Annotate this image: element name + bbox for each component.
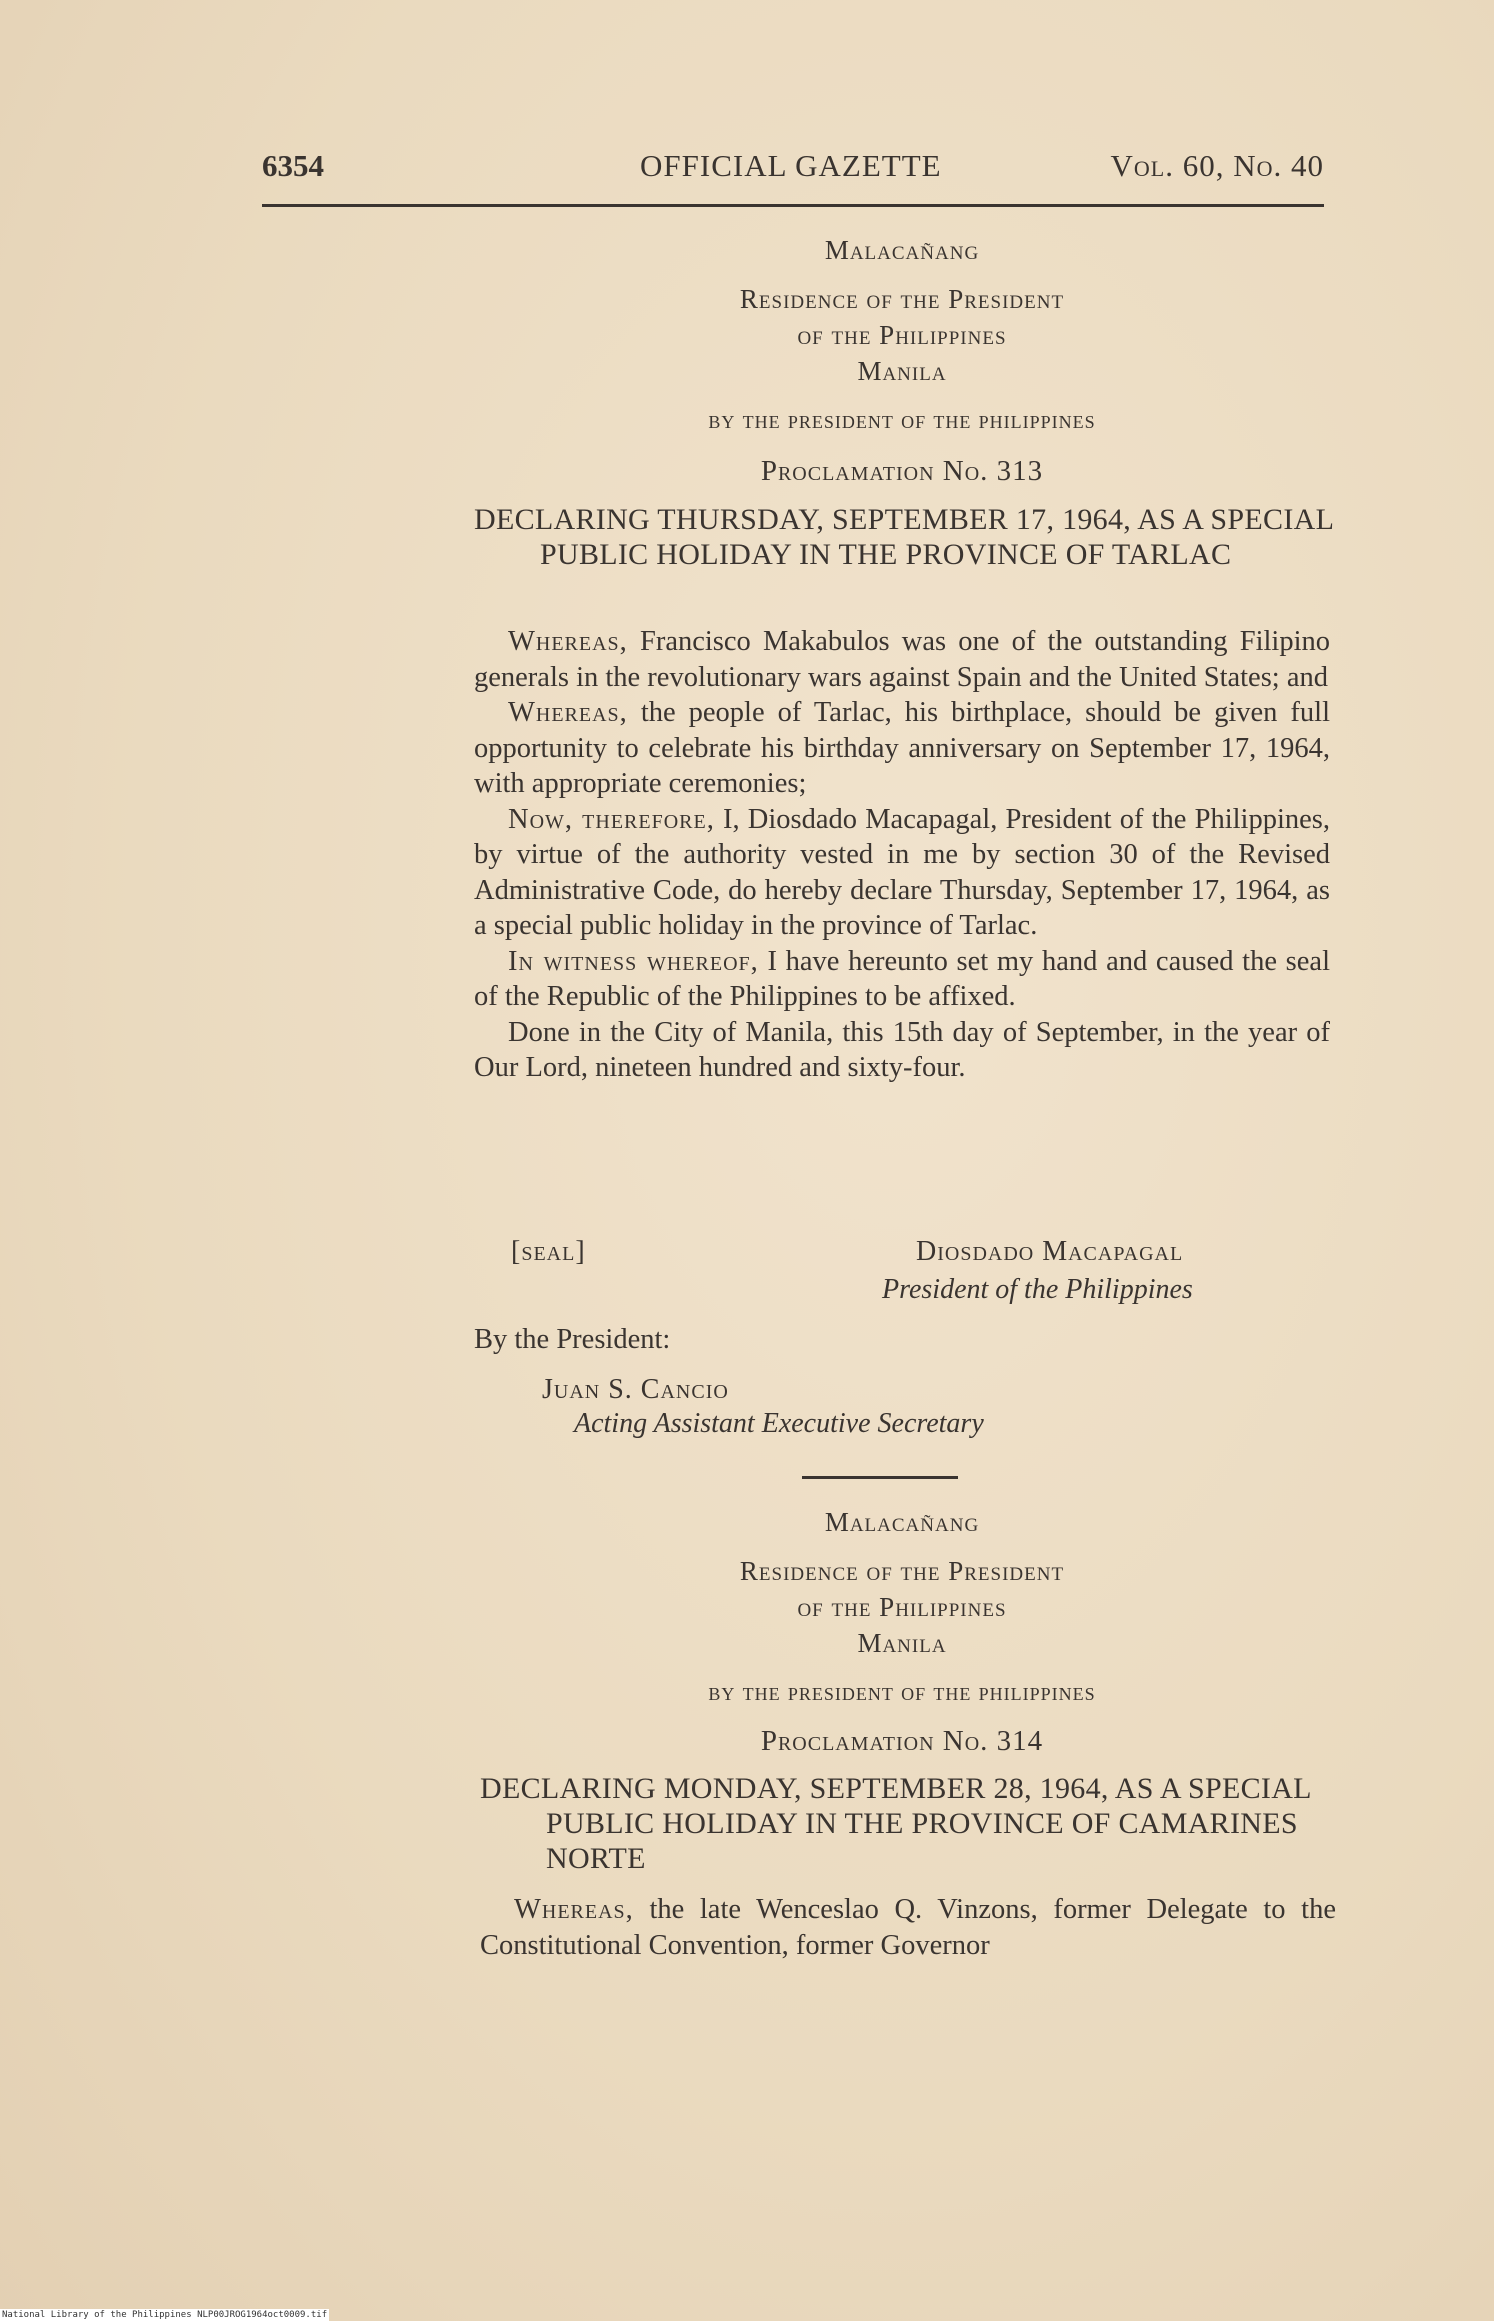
- by-president: By the President:: [474, 1324, 671, 1355]
- signatory-title: President of the Philippines: [882, 1274, 1193, 1305]
- signatory-name: Diosdado Macapagal: [916, 1236, 1184, 1267]
- proc1-para5: Done in the City of Manila, this 15th day of September, in the year of Our Lord, nineteen hundred and sixty-four.: [474, 1016, 1330, 1083]
- proc1-city: Manila: [857, 356, 947, 386]
- proc1-residence-line1: Residence of the President: [739, 284, 1065, 314]
- para-text: the people of Tarlac, his birthplace, should be given full opportunity to celebrate his birthday anniversary on September 17, 1964, with appropriate ceremonies;: [474, 697, 1330, 799]
- proc1-para4: [474, 944, 1330, 1015]
- therefore-lead: Now, therefore,: [508, 803, 715, 835]
- whereas-lead: Whereas,: [514, 1894, 634, 1925]
- scan-footer: National Library of the Philippines NLP00JROG1964oct0009.tif: [2, 2310, 328, 2320]
- section-divider: [802, 1476, 958, 1479]
- proc1-signature-block: [474, 1236, 1330, 1316]
- para-text: I have hereunto set my hand and caused the seal of the Republic of the Philippines to be affixed.: [474, 945, 1330, 1012]
- whereas-lead: Whereas,: [508, 697, 628, 728]
- whereas-lead: Whereas,: [508, 626, 628, 657]
- para-text: I, Diosdado Macapagal, President of the Philippines, by virtue of the authority vested in me by section 30 of the Revised Administrative Code, do hereby declare Thursday, September 17, 1964, as a special public holiday in the province of Tarlac.: [474, 803, 1330, 941]
- proc2-body: [480, 1892, 1336, 1963]
- proc1-office: Malacañang: [824, 235, 980, 265]
- proc1-number: Proclamation No. 313: [760, 455, 1044, 487]
- para-text: Francisco Makabulos was one of the outstanding Filipino generals in the revolutionary wars against Spain and the United States; and: [474, 626, 1330, 693]
- proc2-number: Proclamation No. 314: [760, 1725, 1044, 1757]
- proc2-city: Manila: [857, 1628, 947, 1658]
- seal-mark: [seal]: [511, 1236, 586, 1267]
- header-rule: [262, 204, 1324, 207]
- proc2-office: Malacañang: [824, 1507, 980, 1537]
- gazette-title: OFFICIAL GAZETTE: [640, 148, 942, 183]
- proc1-residence-line2: of the Philippines: [797, 320, 1007, 350]
- page-number: 6354: [262, 148, 324, 183]
- proc1-para3: [474, 802, 1330, 944]
- proc1-body: [474, 624, 1330, 1086]
- witness-lead: In witness whereof,: [508, 945, 759, 977]
- proc1-title: DECLARING THURSDAY, SEPTEMBER 17, 1964, AS A SPECIAL PUBLIC HOLIDAY IN THE PROVINCE OF TARLAC: [474, 503, 1334, 571]
- secretary-name: Juan S. Cancio: [542, 1374, 729, 1405]
- proc2-residence-line1: Residence of the President: [739, 1556, 1065, 1586]
- proc2-residence-line2: of the Philippines: [797, 1592, 1007, 1622]
- proc1-para2: [474, 695, 1330, 802]
- proc1-issuer: by the president of the philippines: [708, 407, 1096, 434]
- volume-number: Vol. 60, No. 40: [1110, 148, 1324, 183]
- secretary-title: Acting Assistant Executive Secretary: [574, 1408, 984, 1439]
- proc2-title: DECLARING MONDAY, SEPTEMBER 28, 1964, AS A SPECIAL PUBLIC HOLIDAY IN THE PROVINCE OF CAMARINES NORTE: [480, 1772, 1311, 1875]
- proc2-issuer: by the president of the philippines: [708, 1679, 1096, 1706]
- para-text: the late Wenceslao Q. Vinzons, former Delegate to the Constitutional Convention, former Governor: [480, 1894, 1336, 1961]
- proc2-para1: [480, 1892, 1336, 1963]
- proc1-para1: [474, 624, 1330, 695]
- page-header: [262, 148, 1324, 188]
